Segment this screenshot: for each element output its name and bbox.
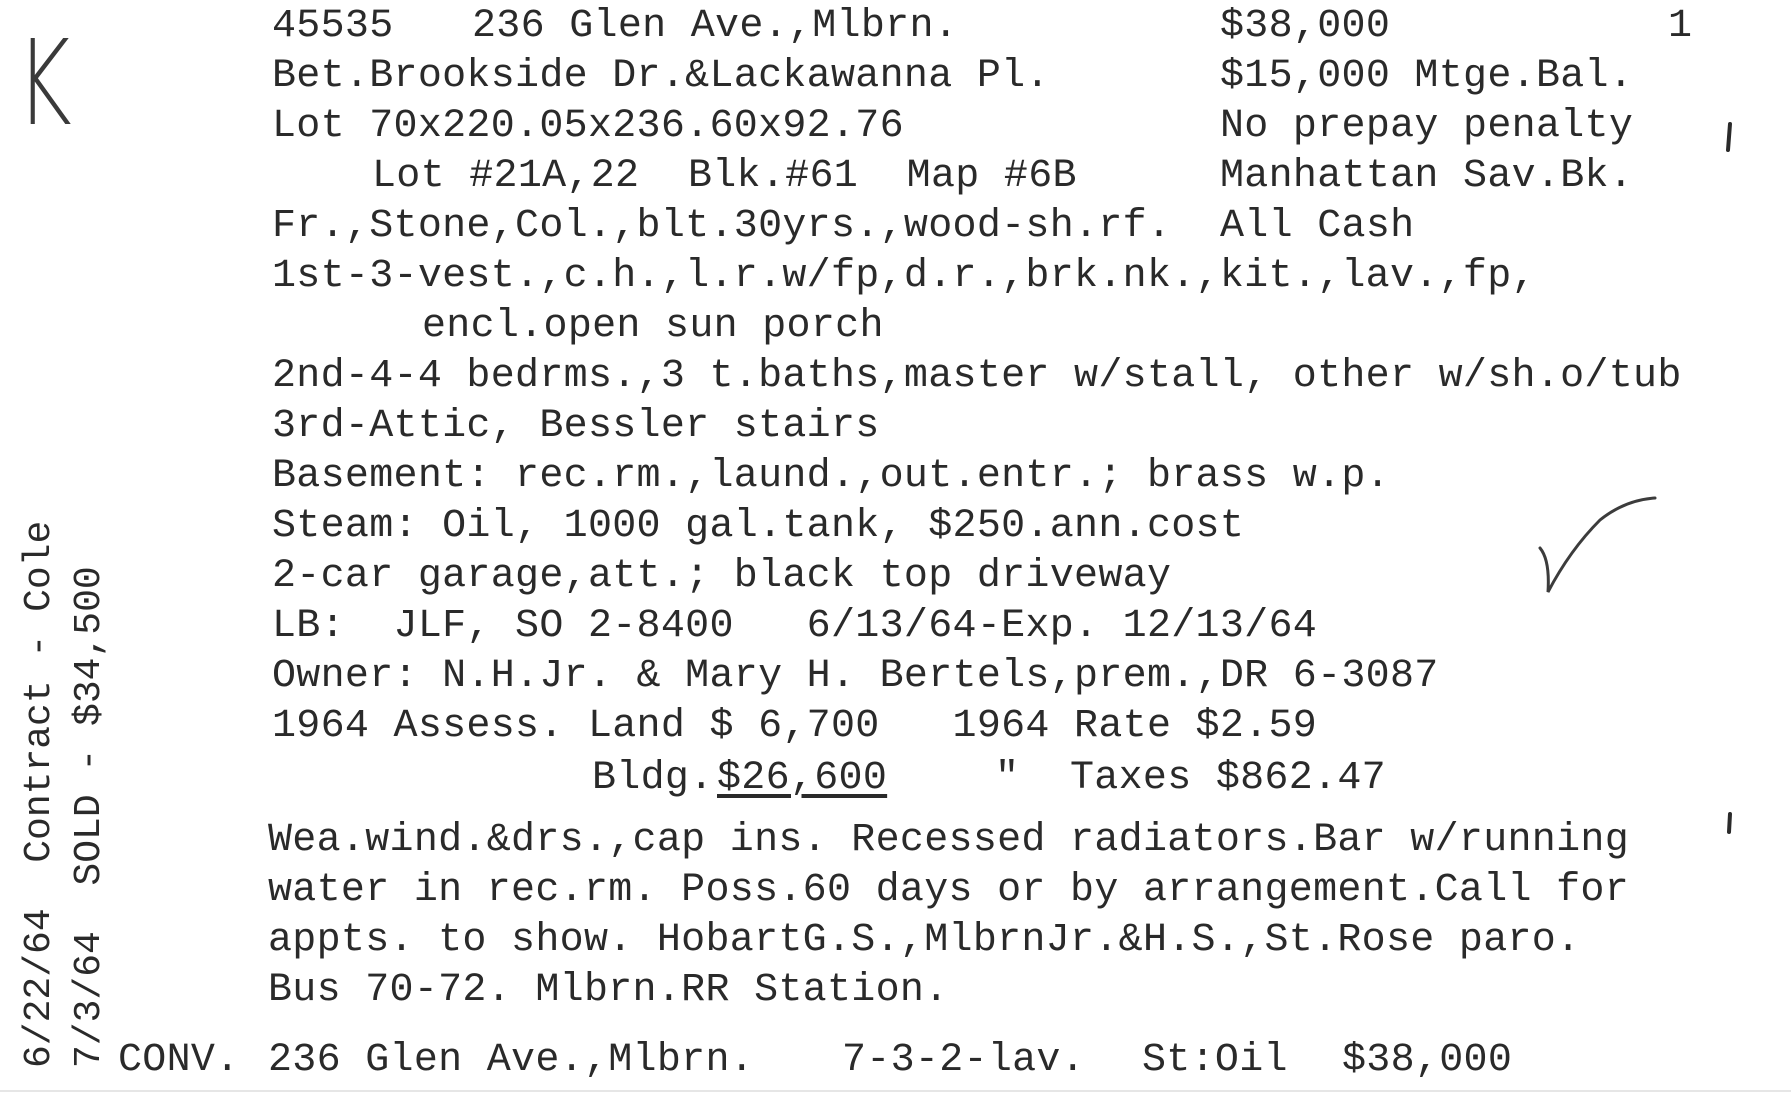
bank-name: Manhattan Sav.Bk. <box>1220 154 1634 199</box>
margin-mark-icon <box>1722 810 1738 840</box>
garage-line: 2-car garage,att.; black top driveway <box>272 554 1172 599</box>
remarks-line: appts. to show. HobartG.S.,MlbrnJr.&H.S.,St.Rose paro. <box>268 918 1581 963</box>
basement-line: Basement: rec.rm.,laund.,out.entr.; brass w.p. <box>272 454 1390 499</box>
building-assessment: $26,600 <box>717 756 888 801</box>
card-bottom-edge <box>0 1090 1791 1092</box>
sold-note: 7/3/64 SOLD - $34,500 <box>68 566 111 1068</box>
location-line: Bet.Brookside Dr.&Lackawanna Pl. <box>272 54 1050 99</box>
contract-note: 6/22/64 Contract - Cole <box>18 520 61 1068</box>
first-floor-continued: encl.open sun porch <box>422 304 884 349</box>
listing-broker-line: LB: JLF, SO 2-8400 6/13/64-Exp. 12/13/64 <box>272 604 1318 649</box>
remarks-line: Bus 70-72. Mlbrn.RR Station. <box>268 968 949 1013</box>
owner-line: Owner: N.H.Jr. & Mary H. Bertels,prem.,DR 6-3087 <box>272 654 1439 699</box>
footer-type: CONV. <box>118 1038 240 1083</box>
footer-heat: St:Oil <box>1142 1038 1288 1083</box>
remarks-line: water in rec.rm. Poss.60 days or by arrangement.Call for <box>268 868 1630 913</box>
assessment-line: 1964 Assess. Land $ 6,700 1964 Rate $2.59 <box>272 704 1318 749</box>
lot-block-map: Lot #21A,22 Blk.#61 Map #6B <box>372 154 1077 199</box>
header-address: 236 Glen Ave.,Mlbrn. <box>472 4 959 49</box>
first-floor-line: 1st-3-vest.,c.h.,l.r.w/fp,d.r.,brk.nk.,kit.,lav.,fp, <box>272 254 1536 299</box>
building-label: Bldg. <box>592 756 714 801</box>
ditto-mark: " <box>995 756 1020 801</box>
third-floor-line: 3rd-Attic, Bessler stairs <box>272 404 880 449</box>
heating-line: Steam: Oil, 1000 gal.tank, $250.ann.cost <box>272 504 1245 549</box>
terms: All Cash <box>1220 204 1415 249</box>
margin-mark-icon <box>1720 120 1740 160</box>
second-floor-line: 2nd-4-4 bedrms.,3 t.baths,master w/stall, other w/sh.o/tub <box>272 354 1682 399</box>
lot-dimensions: Lot 70x220.05x236.60x92.76 <box>272 104 904 149</box>
construction-line: Fr.,Stone,Col.,blt.30yrs.,wood-sh.rf. <box>272 204 1172 249</box>
mortgage-balance: $15,000 Mtge.Bal. <box>1220 54 1634 99</box>
listing-number: 45535 <box>272 4 394 49</box>
asking-price: $38,000 <box>1220 4 1391 49</box>
prepay-note: No prepay penalty <box>1220 104 1634 149</box>
footer-price: $38,000 <box>1342 1038 1513 1083</box>
taxes: Taxes $862.47 <box>1070 756 1386 801</box>
handwritten-letter: K <box>16 14 72 152</box>
footer-address: 236 Glen Ave.,Mlbrn. <box>268 1038 755 1083</box>
remarks-line: Wea.wind.&drs.,cap ins. Recessed radiators.Bar w/running <box>268 818 1630 863</box>
card-number: 1 <box>1668 4 1693 49</box>
check-mark-icon <box>1530 490 1670 600</box>
footer-rooms: 7-3-2-lav. <box>842 1038 1086 1083</box>
